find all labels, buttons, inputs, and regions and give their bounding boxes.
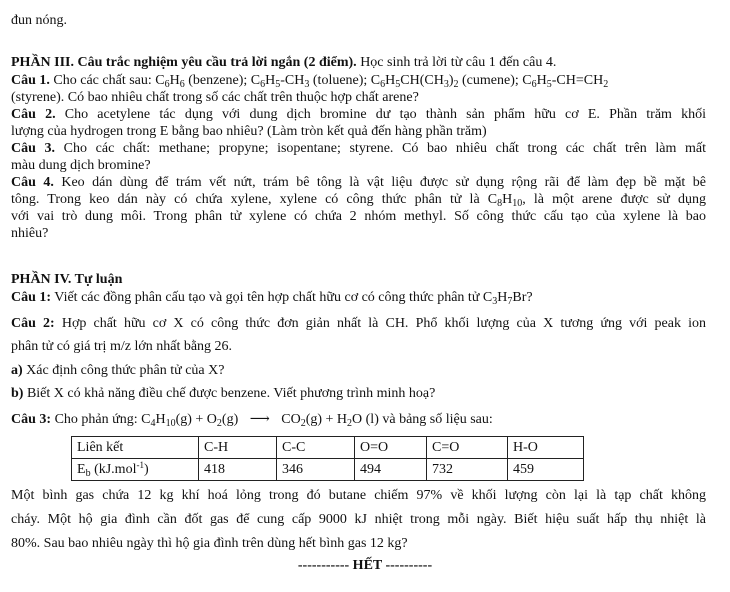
part3-q2-line1: Câu 2. Cho acetylene tác dụng với dung dịch bromine dư tạo thành sản phẩm hữu cơ E. Phần trăm khối xyxy=(11,107,706,122)
part4-q3-after3: 80%. Sau bao nhiêu ngày thì hộ gia đình trên dùng hết bình gas 12 kg? xyxy=(11,536,408,551)
table-header-cell: C-H xyxy=(199,437,277,459)
table-cell: 494 xyxy=(355,459,427,481)
part4-q2-line1: Câu 2: Hợp chất hữu cơ X có công thức đơn giản nhất là CH. Phổ khối lượng của X tương ứng với peak ion xyxy=(11,316,706,331)
part3-q4-line3: với vai trò dung môi. Trong phân tử xylene có chứa 2 nhóm methyl. Số công thức cấu tạo của xylene là bao xyxy=(11,209,706,224)
part4-q2-a: a) Xác định công thức phân tử của X? xyxy=(11,363,225,378)
part4-q2-b: b) Biết X có khả năng điều chế được benzene. Viết phương trình minh hoạ? xyxy=(11,386,436,401)
part4-q2-line2: phân tử có giá trị m/z lớn nhất bằng 26. xyxy=(11,339,233,354)
top-fragment: đun nóng. xyxy=(11,13,67,28)
table-row xyxy=(72,437,584,459)
table-row xyxy=(72,459,584,481)
table-cell: 418 xyxy=(199,459,277,481)
table-header-cell: C-C xyxy=(277,437,355,459)
part3-heading: PHẦN III. Câu trắc nghiệm yêu cầu trả lời ngắn (2 điểm). xyxy=(11,55,357,70)
end-mark: ----------- HẾT ---------- xyxy=(297,558,433,573)
part4-q2-label: Câu 2: xyxy=(11,316,55,331)
reaction-arrow-icon: ⟶ xyxy=(249,412,270,427)
table-header-cell: Liên kết xyxy=(72,437,199,459)
part4-q3-equation: Câu 3: Cho phản ứng: $C_4H_{10}(g) + O_2(g)$ ⟶ $CO_2(g) + H_2O$ (l) và bảng số liệu sau: xyxy=(11,412,493,429)
bond-energy-table xyxy=(71,436,584,481)
q2-label: Câu 2. xyxy=(11,107,56,122)
part3-q4-line4: nhiêu? xyxy=(11,226,49,241)
part4-q3-after1: Một bình gas chứa 12 kg khí hoá lỏng trong đó butane chiếm 97% về khối lượng còn lại là tạp chất không xyxy=(11,488,706,503)
q3-label: Câu 3. xyxy=(11,141,56,156)
part3-q4-line2: tông. Trong keo dán này có chứa xylene, xylene có công thức phân tử là $C_8H_{10}$, là một arene được sử dụng xyxy=(11,192,706,209)
q4-label: Câu 4. xyxy=(11,175,54,190)
part4-q1-line: Câu 1: Viết các đồng phân cấu tạo và gọi tên hợp chất hữu cơ có công thức phân tử $C_3H_7Br$? xyxy=(11,290,533,307)
table-cell: 459 xyxy=(508,459,584,481)
table-cell: 346 xyxy=(277,459,355,481)
part3-heading-line xyxy=(11,55,556,71)
part4-q3-label: Câu 3: xyxy=(11,412,52,427)
part4-q3-after2: cháy. Một hộ gia đình cần đốt gas để cung cấp 9000 kJ nhiệt trong mỗi ngày. Biết hiệu suất hấp thụ nhiệt là xyxy=(11,512,706,527)
table-header-cell: C=O xyxy=(427,437,508,459)
part3-intro: Học sinh trả lời từ câu 1 đến câu 4. xyxy=(356,55,557,70)
table-row-label: $E_b$ (kJ.mol$^{-1}$) xyxy=(72,459,199,481)
q1-label: Câu 1. xyxy=(11,73,50,88)
part4-heading: PHẦN IV. Tự luận xyxy=(11,272,123,287)
part3-q3-line1: Câu 3. Cho các chất: methane; propyne; isopentane; styrene. Có bao nhiêu chất trong các chất trên làm mất xyxy=(11,141,706,156)
part3-q4-line1: Câu 4. Keo dán dùng để trám vết nứt, trám bê tông là vật liệu được sử dụng rộng rãi để làm đẹp bề mặt bê xyxy=(11,175,706,190)
table-header-cell: H-O xyxy=(508,437,584,459)
part3-q1-line2: (styrene). Có bao nhiêu chất trong số các chất trên thuộc hợp chất arene? xyxy=(11,90,419,105)
table-header-cell: O=O xyxy=(355,437,427,459)
table-cell: 732 xyxy=(427,459,508,481)
part4-q1-label: Câu 1: xyxy=(11,290,52,305)
part3-q3-line2: màu dung dịch bromine? xyxy=(11,158,151,173)
part3-q1-line1: Câu 1. Cho các chất sau: $C_6H_6$ (benzene); $C_6H_5-CH_3$ (toluene); $C_6H_5CH(CH_3)_2$ (cumene); $C_6H_5-CH=CH_2$ xyxy=(11,73,609,90)
part3-q2-line2: lượng của hydrogen trong E bằng bao nhiêu? (Làm tròn kết quả đến hàng phần trăm) xyxy=(11,124,487,139)
